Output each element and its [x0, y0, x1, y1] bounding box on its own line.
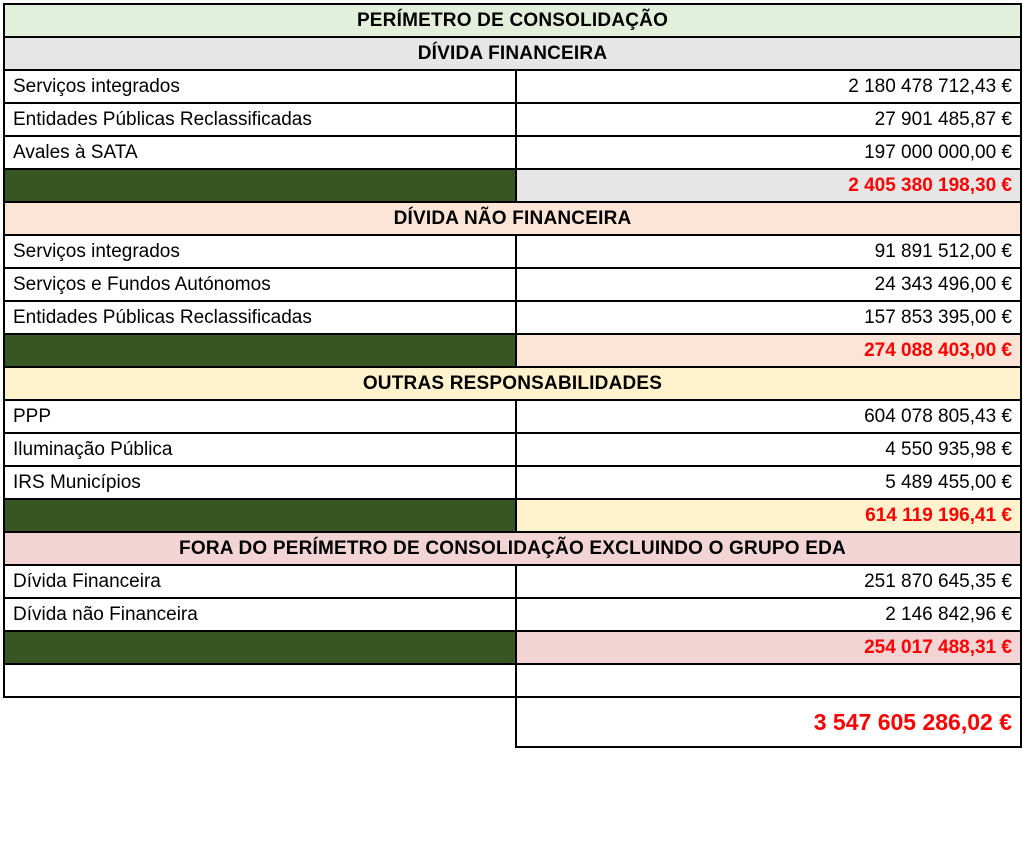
page-title: PERÍMETRO DE CONSOLIDAÇÃO — [4, 4, 1021, 37]
section-header-divida-nao-financeira: DÍVIDA NÃO FINANCEIRA — [4, 202, 1021, 235]
row-label: PPP — [4, 400, 516, 433]
row-value: 91 891 512,00 € — [516, 235, 1021, 268]
row-value: 2 146 842,96 € — [516, 598, 1021, 631]
row-value: 2 180 478 712,43 € — [516, 70, 1021, 103]
total-filler — [4, 334, 516, 367]
row-value: 604 078 805,43 € — [516, 400, 1021, 433]
table-row — [4, 598, 1021, 631]
row-label: Serviços integrados — [4, 70, 516, 103]
row-label: Iluminação Pública — [4, 433, 516, 466]
row-value: 197 000 000,00 € — [516, 136, 1021, 169]
table-row — [4, 466, 1021, 499]
row-label: Avales à SATA — [4, 136, 516, 169]
table-row-title — [4, 4, 1021, 37]
table-row-section-header — [4, 532, 1021, 565]
section-total-divida-financeira: 2 405 380 198,30 € — [516, 169, 1021, 202]
table-row — [4, 268, 1021, 301]
row-value: 157 853 395,00 € — [516, 301, 1021, 334]
row-value: 251 870 645,35 € — [516, 565, 1021, 598]
total-filler — [4, 169, 516, 202]
table-row-section-header — [4, 202, 1021, 235]
grand-total-blank — [4, 697, 516, 747]
row-label: Entidades Públicas Reclassificadas — [4, 301, 516, 334]
table-row-total — [4, 631, 1021, 664]
row-label: Serviços e Fundos Autónomos — [4, 268, 516, 301]
section-header-outras-responsabilidades: OUTRAS RESPONSABILIDADES — [4, 367, 1021, 400]
row-label: Dívida Financeira — [4, 565, 516, 598]
row-label: IRS Municípios — [4, 466, 516, 499]
section-total-outras-responsabilidades: 614 119 196,41 € — [516, 499, 1021, 532]
table-row — [4, 400, 1021, 433]
table-row — [4, 70, 1021, 103]
row-label: Serviços integrados — [4, 235, 516, 268]
spacer-cell — [4, 664, 516, 697]
consolidation-table — [3, 3, 1022, 748]
grand-total-value: 3 547 605 286,02 € — [516, 697, 1021, 747]
table-row — [4, 136, 1021, 169]
section-header-fora-do-perimetro: FORA DO PERÍMETRO DE CONSOLIDAÇÃO EXCLUINDO O GRUPO EDA — [4, 532, 1021, 565]
consolidation-perimeter-sheet — [0, 3, 1023, 843]
table-row-total — [4, 499, 1021, 532]
table-row-section-header — [4, 37, 1021, 70]
table-row — [4, 301, 1021, 334]
spacer-row — [4, 664, 1021, 697]
table-row — [4, 235, 1021, 268]
table-row-total — [4, 169, 1021, 202]
section-total-divida-nao-financeira: 274 088 403,00 € — [516, 334, 1021, 367]
table-row — [4, 433, 1021, 466]
section-total-fora-do-perimetro: 254 017 488,31 € — [516, 631, 1021, 664]
total-filler — [4, 499, 516, 532]
table-row — [4, 103, 1021, 136]
row-value: 4 550 935,98 € — [516, 433, 1021, 466]
total-filler — [4, 631, 516, 664]
spacer-cell — [516, 664, 1021, 697]
table-row — [4, 565, 1021, 598]
table-row-total — [4, 334, 1021, 367]
table-row-grand-total — [4, 697, 1021, 747]
table-row-section-header — [4, 367, 1021, 400]
section-header-divida-financeira: DÍVIDA FINANCEIRA — [4, 37, 1021, 70]
row-value: 5 489 455,00 € — [516, 466, 1021, 499]
row-label: Entidades Públicas Reclassificadas — [4, 103, 516, 136]
row-value: 24 343 496,00 € — [516, 268, 1021, 301]
row-value: 27 901 485,87 € — [516, 103, 1021, 136]
row-label: Dívida não Financeira — [4, 598, 516, 631]
